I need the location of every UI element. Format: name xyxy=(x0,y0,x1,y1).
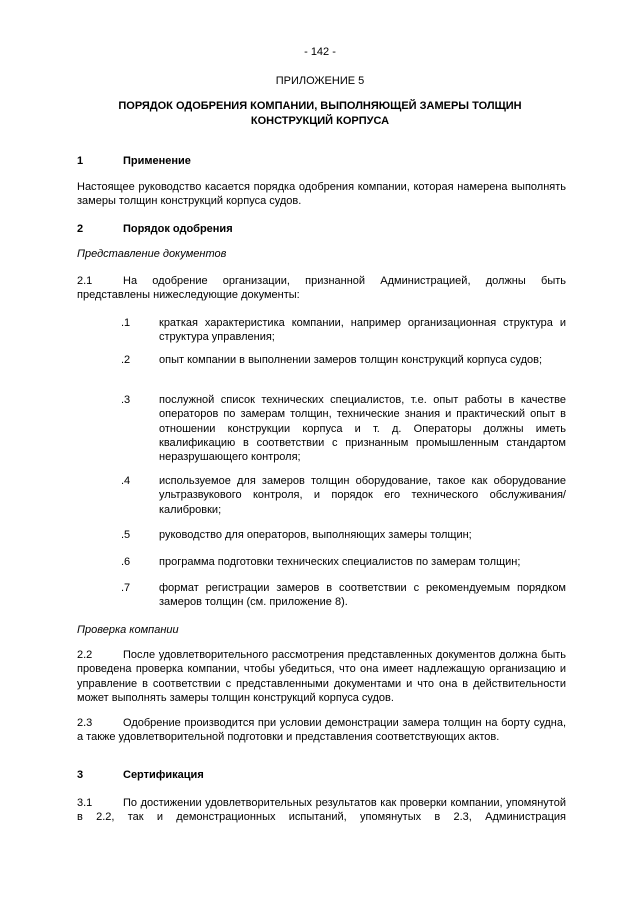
paragraph-2-1 xyxy=(77,274,566,303)
list-item xyxy=(121,528,566,542)
section-number: 1 xyxy=(77,155,84,167)
section-title: Сертификация xyxy=(123,769,204,781)
list-item-text: программа подготовки технических специалистов по замерам толщин; xyxy=(159,556,521,568)
paragraph-2-3 xyxy=(77,716,566,745)
list-item xyxy=(121,353,566,367)
section-title: Порядок одобрения xyxy=(123,223,233,235)
list-item-text: используемое для замеров толщин оборудование, такое как оборудование ультразвукового контроля, и порядок его технического обслуживания/калибровки; xyxy=(159,475,566,516)
section-2-heading xyxy=(77,223,567,235)
list-item-number: .1 xyxy=(121,317,131,329)
list-item xyxy=(121,555,566,569)
paragraph-text: Одобрение производится при условии демонстрации замера толщин на борту судна, а также удовлетворительной подготовки и представления соответствующих актов. xyxy=(77,717,566,744)
paragraph-number: 2.1 xyxy=(77,275,93,287)
list-item-number: .7 xyxy=(121,582,131,594)
list-item-text: формат регистрации замеров в соответствии с рекомендуемым порядком замеров толщин (см. приложение 8). xyxy=(159,582,566,609)
paragraph-number: 2.2 xyxy=(77,649,93,661)
section-number: 3 xyxy=(77,769,84,781)
section-3-heading xyxy=(77,769,567,781)
list-item-number: .2 xyxy=(121,354,131,366)
paragraph-number: 2.3 xyxy=(77,717,93,729)
list-item-text: послужной список технических специалистов, т.е. опыт работы в качестве операторов по замерам толщин, технические знания и практический опыт в отношении конструкции корпуса и т. д. Операторы должны иметь квалификацию в соответствии с признанным промышленным стандартом неразрушающего контроля; xyxy=(159,394,566,464)
page-number: - 142 - xyxy=(304,46,336,58)
paragraph-text: По достижении удовлетворительных результатов как проверки компании, упомянутой в 2.2, так и демонстрационных испытаний, упомянутых в 2.3, Администрация xyxy=(77,797,566,824)
paragraph-1: Настоящее руководство касается порядка одобрения компании, которая намерена выполнять замеры толщин конструкций корпуса судов. xyxy=(77,181,566,208)
paragraph-text: После удовлетворительного рассмотрения представленных документов должна быть проведена проверка компании, чтобы убедиться, что она имеет надлежащую организацию и управление в соответствии с представленными документами и что она в действительности может выполнять замеры толщин конструкций корпуса судов. xyxy=(77,649,566,704)
document-title: ПОРЯДОК ОДОБРЕНИЯ КОМПАНИИ, ВЫПОЛНЯЮЩЕЙ ЗАМЕРЫ ТОЛЩИН КОНСТРУКЦИЙ КОРПУСА xyxy=(118,100,522,127)
list-item-text: краткая характеристика компании, например организационная структура и структура управления; xyxy=(159,317,566,344)
list-item-text: руководство для операторов, выполняющих замеры толщин; xyxy=(159,529,472,541)
section-title: Применение xyxy=(123,155,191,167)
list-item xyxy=(121,581,566,610)
list-item xyxy=(121,474,566,517)
list-item-number: .6 xyxy=(121,556,131,568)
list-item-text: опыт компании в выполнении замеров толщин конструкций корпуса судов; xyxy=(159,354,543,366)
paragraph-text: На одобрение организации, признанной Администрацией, должны быть представлены нижеследующие документы: xyxy=(77,275,566,302)
subheading-company-check: Проверка компании xyxy=(77,624,179,636)
list-item xyxy=(121,316,566,345)
section-number: 2 xyxy=(77,223,84,235)
paragraph-number: 3.1 xyxy=(77,797,93,809)
list-item xyxy=(121,393,566,464)
annex-heading: ПРИЛОЖЕНИЕ 5 xyxy=(275,75,365,87)
list-item-number: .3 xyxy=(121,394,131,406)
paragraph-3-1 xyxy=(77,796,566,825)
list-item-number: .5 xyxy=(121,529,131,541)
paragraph-2-2 xyxy=(77,648,566,705)
subheading-documents: Представление документов xyxy=(77,248,227,260)
section-1-heading xyxy=(77,155,567,167)
list-item-number: .4 xyxy=(121,475,131,487)
